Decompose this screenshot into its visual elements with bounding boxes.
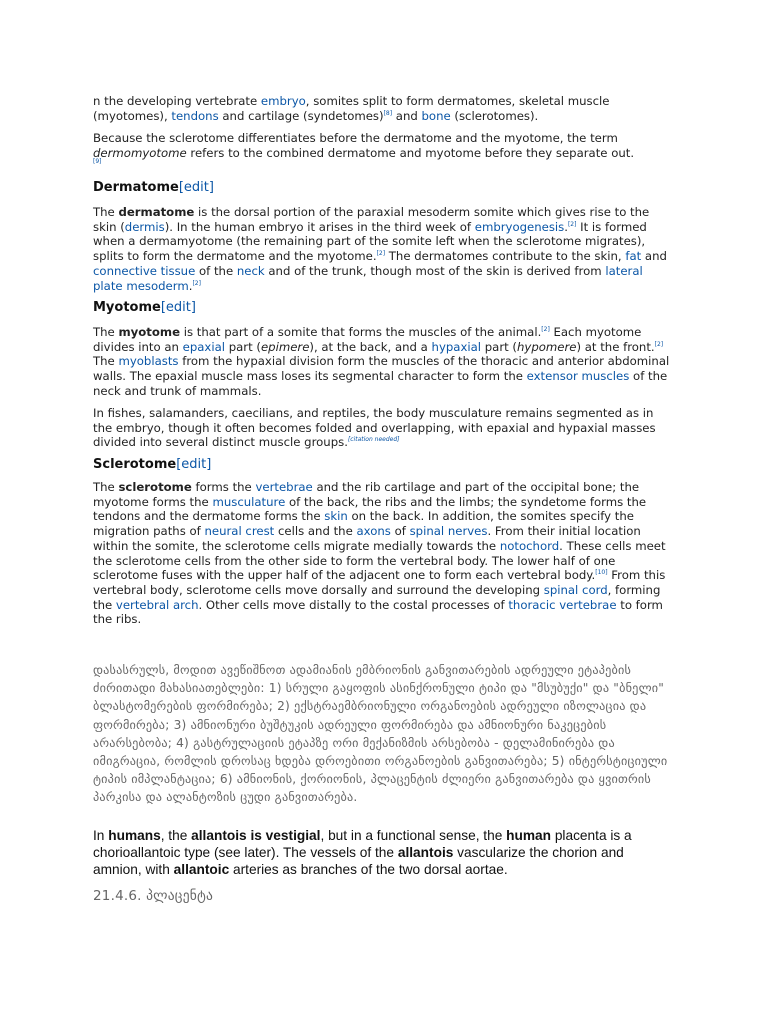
- text: . These cells meet the sclerotome cells from the other side to form the vertebral body. The lower half of one sclerotome fuses with the upper half of the adjacent one to form each vertebral body.: [93, 538, 666, 583]
- text: and cartilage (syndetomes): [218, 108, 384, 123]
- text: , somites split to form dermatomes, skeletal muscle (myotomes),: [93, 94, 610, 123]
- edit-link-dermatome[interactable]: [edit]: [178, 180, 214, 195]
- heading-text: Sclerotome: [93, 457, 177, 472]
- text: refers to the combined dermatome and myotome before they separate out.: [186, 145, 635, 160]
- text: from the hypaxial division form the muscles of the thoracic and anterior abdominal walls. The epaxial muscle mass loses its segmental character to form the: [93, 354, 670, 384]
- text: (sclerotomes).: [450, 108, 539, 123]
- text: to form the ribs.: [93, 597, 663, 627]
- text: The dermatomes contribute to the skin,: [385, 249, 626, 264]
- text: The: [93, 325, 119, 339]
- text: and of the trunk, though most of the skin is derived from: [264, 263, 606, 278]
- link-skin[interactable]: skin: [324, 509, 348, 524]
- text: is the dorsal portion of the paraxial mesoderm somite which gives rise to the skin (: [93, 205, 650, 234]
- link-lateral-plate-mesoderm[interactable]: lateral plate mesoderm: [93, 263, 643, 293]
- text: ), at the back, and a: [309, 339, 432, 354]
- text: ) at the front.: [576, 339, 655, 354]
- text: and: [641, 249, 667, 264]
- text: placenta is a chorioallantoic type (see later). The vessels of the: [93, 828, 632, 861]
- edit-link-myotome[interactable]: [edit]: [160, 300, 196, 315]
- text: vascularize the chorion and amnion, with: [93, 845, 624, 878]
- dermatome-heading: [93, 179, 214, 197]
- bold-allantois-vestigial: allantois is vestigial: [191, 828, 321, 843]
- bold-allantoic: allantoic: [173, 862, 230, 878]
- reference-2[interactable]: [2]: [192, 279, 201, 287]
- term-epimere: epimere: [260, 339, 310, 354]
- myotome-heading: [93, 299, 196, 317]
- allantois-paragraph: [93, 827, 673, 879]
- dermomyotome-paragraph: [93, 131, 673, 165]
- text: forms the: [191, 480, 256, 494]
- link-extensor-muscles[interactable]: extensor muscles: [526, 369, 630, 384]
- link-embryogenesis[interactable]: embryogenesis: [474, 219, 565, 234]
- text: of the: [195, 263, 237, 278]
- link-neck[interactable]: neck: [236, 263, 265, 278]
- text: is that part of a somite that forms the muscles of the animal.: [180, 325, 542, 339]
- link-epaxial[interactable]: epaxial: [182, 339, 225, 354]
- georgian-paragraph: დასასრულს, მოდით ავეწიშნოთ ადამიანის ემბრიონის განვითარების ადრეული ეტაპების ძირითადი მახასიათებლები: 1) სრული გაყოფის ასინქრონული ტიპი და "მსუბუქი" და "ბნელი" ბლასტომერების ფორმირება; 2) ექსტრაემბრიონული ორგანოების ადრეული იზოლაცია და ფორმირება; 3) ამნიონური ბუშტუკის ადრეული ფორმირება და ამნიონური ნაკეცების არარსებობა; 4) გასტრულაციის ეტაპზე ორი მექანიზმის არსებობა - დელამინირება და იმიგრაცია, რომლის დროსაც ხდება დროებითი ორგანოების განვითარება; 5) ინტერსტიციული ტიპის იმპლანტაცია; 6) ამნიონის, ქორიონის, პლაცენტის ძლიერი განვითარება და ყვითრის პარკისა და ალანტოზის ცუდი განვითარება.: [93, 663, 668, 805]
- link-tendons[interactable]: tendons: [171, 108, 219, 123]
- intro-paragraph: [93, 94, 673, 123]
- text: .: [188, 278, 193, 293]
- text: n the developing vertebrate: [93, 94, 261, 108]
- term-dermatome: dermatome: [118, 205, 195, 219]
- text: and: [392, 108, 422, 123]
- bold-human: human: [506, 828, 552, 843]
- link-fat[interactable]: fat: [625, 249, 642, 264]
- link-spinal-nerves[interactable]: spinal nerves: [409, 524, 488, 539]
- link-embryo[interactable]: embryo: [260, 94, 306, 108]
- text: From this vertebral body, sclerotome cells move dorsally and surround the developing: [93, 568, 666, 597]
- heading-text: Myotome: [93, 300, 161, 315]
- text: Each myotome divides into an: [93, 325, 642, 354]
- text: cells and the: [274, 524, 357, 539]
- text: ). In the human embryo it arises in the third week of: [164, 219, 475, 234]
- reference-2[interactable]: [2]: [567, 220, 577, 228]
- link-thoracic-vertebrae[interactable]: thoracic vertebrae: [508, 597, 617, 612]
- text: of: [390, 524, 410, 539]
- text: The: [93, 205, 119, 219]
- link-axons[interactable]: axons: [356, 524, 391, 539]
- edit-link-sclerotome[interactable]: [edit]: [176, 457, 212, 472]
- text: on the back. In addition, the somites specify the migration paths of: [93, 509, 634, 539]
- section-heading-placenta: 21.4.6. პლაცენტა: [93, 888, 214, 904]
- text: , the: [160, 828, 192, 843]
- text: and the rib cartilage and part of the occipital bone; the myotome forms the: [93, 480, 640, 509]
- reference-9[interactable]: [9]: [93, 158, 102, 166]
- myotome-fishes-paragraph: [93, 406, 673, 450]
- link-neural-crest[interactable]: neural crest: [204, 524, 275, 539]
- term-hypomere: hypomere: [517, 339, 577, 354]
- term-sclerotome: sclerotome: [118, 480, 192, 494]
- bold-allantois: allantois: [397, 845, 454, 861]
- text: part (: [225, 339, 261, 354]
- link-spinal-cord[interactable]: spinal cord: [543, 582, 608, 597]
- text: The: [93, 480, 119, 494]
- text: , but in a functional sense, the: [320, 828, 507, 843]
- link-vertebral-arch[interactable]: vertebral arch: [115, 597, 199, 612]
- reference-10[interactable]: [10]: [595, 569, 608, 577]
- reference-2[interactable]: [2]: [654, 340, 664, 348]
- reference-8[interactable]: [8]: [383, 109, 393, 117]
- reference-2[interactable]: [2]: [376, 250, 386, 258]
- text: of the neck and trunk of mammals.: [93, 369, 668, 398]
- reference-2[interactable]: [2]: [541, 326, 550, 334]
- citation-needed[interactable]: [citation needed]: [347, 436, 400, 444]
- sclerotome-paragraph: [93, 480, 673, 627]
- sclerotome-heading: [93, 456, 211, 474]
- text: arteries as branches of the two dorsal aortae.: [229, 862, 508, 878]
- text: It is formed when a dermamyotome (the remaining part of the somite left when the sclerotome migrates), splits to form the dermatome and the myotome.: [93, 219, 647, 264]
- term-dermomyotome: dermomyotome: [93, 145, 187, 160]
- term-myotome: myotome: [118, 325, 181, 339]
- link-hypaxial[interactable]: hypaxial: [431, 339, 482, 354]
- text: . Other cells move distally to the costal processes of: [198, 597, 509, 612]
- link-connective-tissue[interactable]: connective tissue: [93, 263, 196, 278]
- link-bone[interactable]: bone: [421, 108, 451, 123]
- myotome-paragraph: [93, 325, 673, 399]
- text: In: [93, 828, 109, 843]
- heading-text: Dermatome: [93, 180, 179, 195]
- text: of the back, the ribs and the limbs; the syndetome forms the tendons and the dermatome forms the: [93, 494, 647, 524]
- text: .: [564, 219, 568, 234]
- text: The: [93, 354, 119, 369]
- text: Because the sclerotome differentiates before the dermatome and the myotome, the term: [93, 131, 618, 145]
- text: . From their initial location within the somite, the sclerotome cells migrate medially towards the: [93, 524, 641, 553]
- dermatome-paragraph: [93, 205, 673, 293]
- bold-humans: humans: [108, 828, 161, 843]
- link-vertebrae[interactable]: vertebrae: [255, 480, 313, 494]
- text: In fishes, salamanders, caecilians, and reptiles, the body musculature remains segmented as in the embryo, though it often becomes folded and overlapping, with epaxial and hypaxial masses divided into several distinct muscle groups.: [93, 406, 656, 450]
- link-dermis[interactable]: dermis: [124, 219, 165, 234]
- text: , forming the: [93, 582, 661, 612]
- link-notochord[interactable]: notochord: [499, 538, 560, 553]
- link-myoblasts[interactable]: myoblasts: [118, 354, 179, 369]
- text: part (: [481, 339, 517, 354]
- link-musculature[interactable]: musculature: [212, 494, 286, 509]
